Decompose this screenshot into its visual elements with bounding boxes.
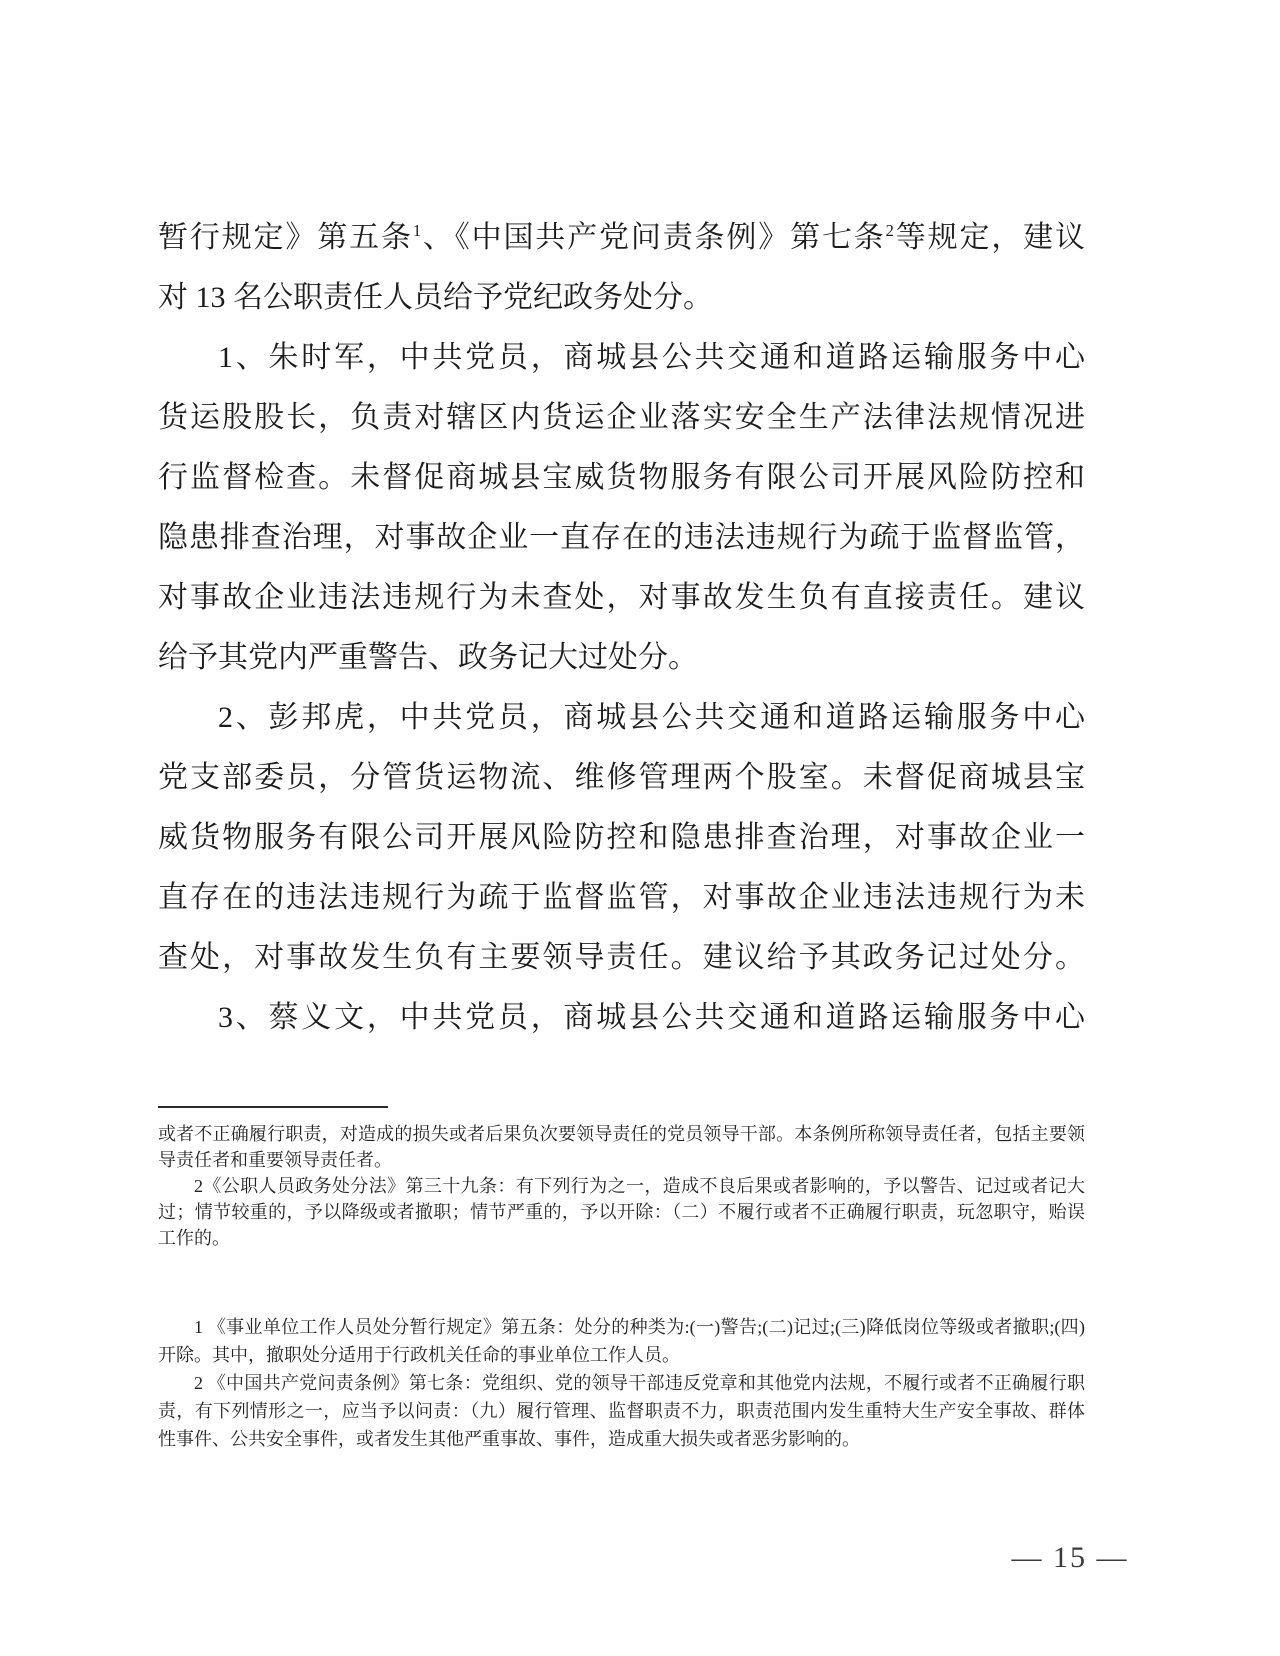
text-line — [158, 1121, 1085, 1147]
text-segment: 等规定，建议 — [893, 221, 1086, 254]
text-line — [158, 1369, 1085, 1397]
page-number: — 15 — — [1011, 1541, 1129, 1574]
text-segment: 查处，对事故发生负有主要领导责任。建议给予其政务记过处分。 — [158, 941, 1085, 974]
text-segment: 1、朱时军，中共党员，商城县公共交通和道路运输服务中心 — [218, 341, 1085, 374]
text-segment: 对事故企业违法违规行为未查处，对事故发生负有直接责任。建议 — [158, 581, 1085, 614]
text-line — [158, 208, 1085, 268]
text-line — [158, 868, 1085, 928]
text-segment: 货运股股长，负责对辖区内货运企业落实安全生产法律法规情况进 — [158, 401, 1085, 434]
body-text-block — [158, 208, 1085, 1048]
text-segment: 责，有下列情形之一，应当予以问责：（九）履行管理、监督职责不力，职责范围内发生重特大生产安全事故、群体 — [158, 1401, 1085, 1421]
text-line — [158, 1147, 1085, 1173]
footnote-block-upper — [158, 1121, 1085, 1251]
text-segment: 2、彭邦虎，中共党员，商城县公共交通和道路运输服务中心 — [218, 701, 1085, 734]
text-line — [158, 748, 1085, 808]
text-line — [158, 808, 1085, 868]
text-line — [158, 1341, 1085, 1369]
text-segment: 导责任者和重要领导责任者。 — [158, 1150, 392, 1170]
text-line — [158, 328, 1085, 388]
text-segment: 过；情节较重的，予以降级或者撤职；情节严重的，予以开除：（二）不履行或者不正确履行职责，玩忽职守，贻误 — [158, 1202, 1085, 1222]
text-segment: 行监督检查。未督促商城县宝威货物服务有限公司开展风险防控和 — [158, 461, 1085, 494]
text-line — [158, 268, 1085, 328]
text-line — [158, 988, 1085, 1048]
text-segment: 2 《中国共产党问责条例》第七条：党组织、党的领导干部违反党章和其他党内法规，不履行或者不正确履行职 — [194, 1373, 1085, 1393]
text-segment: 2《公职人员政务处分法》第三十九条：有下列行为之一，造成不良后果或者影响的，予以警告、记过或者记大 — [194, 1176, 1085, 1196]
text-segment: 威货物服务有限公司开展风险防控和隐患排查治理，对事故企业一 — [158, 821, 1085, 854]
text-segment: 对 13 名公职责任人员给予党纪政务处分。 — [158, 281, 713, 314]
text-line — [158, 1397, 1085, 1425]
text-segment: 直存在的违法违规行为疏于监督监管，对事故企业违法违规行为未 — [158, 881, 1085, 914]
text-segment: 隐患排查治理，对事故企业一直存在的违法违规行为疏于监督监管， — [158, 521, 1085, 554]
text-segment: 3、蔡义文，中共党员，商城县公共交通和道路运输服务中心 — [218, 1001, 1085, 1034]
text-segment: 开除。其中，撤职处分适用于行政机关任命的事业单位工作人员。 — [158, 1345, 680, 1365]
text-line — [158, 688, 1085, 748]
text-segment: 工作的。 — [158, 1228, 230, 1248]
text-line — [158, 568, 1085, 628]
text-line — [158, 628, 1085, 688]
text-segment: 性事件、公共安全事件，或者发生其他严重事故、事件，造成重大损失或者恶劣影响的。 — [158, 1429, 860, 1449]
text-line — [158, 508, 1085, 568]
text-line — [158, 1173, 1085, 1199]
text-line — [158, 1425, 1085, 1453]
text-line — [158, 1199, 1085, 1225]
text-segment: 、《中国共产党问责条例》第七条 — [421, 221, 886, 254]
text-line — [158, 388, 1085, 448]
text-line — [158, 448, 1085, 508]
footnote-ref: 1 — [412, 221, 422, 240]
text-segment: 给予其党内严重警告、政务记大过处分。 — [158, 641, 698, 674]
footnote-ref: 2 — [885, 221, 894, 240]
text-segment: 1 《事业单位工作人员处分暂行规定》第五条：处分的种类为:(一)警告;(二)记过;(三)降低岗位等级或者撤职;(四) — [194, 1317, 1085, 1337]
text-segment: 暂行规定》第五条 — [158, 221, 413, 254]
text-segment: 党支部委员，分管货运物流、维修管理两个股室。未督促商城县宝 — [158, 761, 1085, 794]
text-line — [158, 1225, 1085, 1251]
footnote-block-lower — [158, 1313, 1085, 1453]
footnote-separator — [158, 1106, 388, 1108]
text-line — [158, 1313, 1085, 1341]
text-segment: 或者不正确履行职责，对造成的损失或者后果负次要领导责任的党员领导干部。本条例所称领导责任者，包括主要领 — [158, 1124, 1085, 1144]
text-line — [158, 928, 1085, 988]
